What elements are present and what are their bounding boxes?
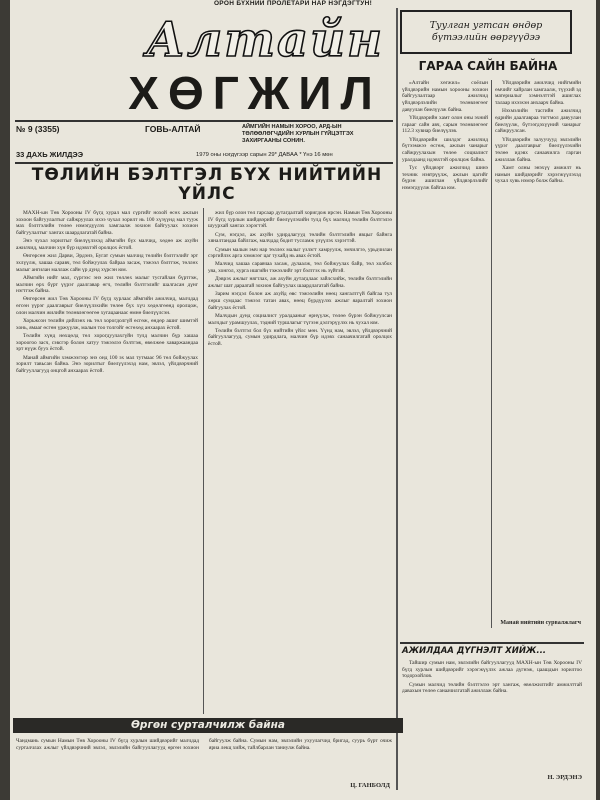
dateline-divider (15, 162, 393, 164)
right-article-1-author: Манай нийтийн сурвалжлагч (500, 620, 581, 626)
issue-date: 1979 оны нэгдүгээр сарын 29* ДАВАА * Үнэ 16 мөн (196, 152, 333, 158)
paragraph: Энэ чухал зорилтыг биелүүлэхэд аймгийн бүх малчид, хөдөө аж ахуйн ажилчид, малчин хүн бүр идэвхтэй оролцох ёстой. (16, 238, 198, 252)
paragraph: Малчдын дунд социалист уралдааныг өрнүүлж, төлөө бүрэн бойжуулсан малчдыг урамшуулах, тэдний туршлагыг түгээн дэлгэрүүлэх нь чухал юм. (208, 312, 392, 326)
main-headline: ТӨЛИЙН БЭЛТГЭЛ БҮХ НИЙТИЙН ҮЙЛС (31, 165, 383, 204)
paragraph: Нэхмэлийн тасгийн ажилчид өдрийн даалгавраа тогтмол давуулан биелүүлж, бүтээгдэхүүний чанарыг сайжруулсан. (495, 108, 581, 135)
main-article-col1 (16, 210, 198, 712)
masthead-divider (15, 120, 393, 122)
paragraph: Сумын малчид төлийн бэлтгэлээ эрт хангаж, өвөлжилтийг амжилттай давахын төлөө санаачилгатай ажиллаж байна. (402, 681, 582, 695)
bottom-article-author: Ц. ГАНБОЛД (350, 782, 390, 789)
paragraph: Аймгийн нийт мал, сүргээс энэ жил төллөх малыг тусгайлан бүртгэж, малчин өрх бүрт үүрэг даалгавар өгч, төлийн бэлтгэлийг шалгасан дүнг нэгтгэж байна. (16, 274, 198, 295)
paragraph: Сумын малын эмч нар төллөх малыг үзлэгт хамруулж, эмчилгээ, урьдчилан сэргийлэх арга хэмжээг цаг тухайд нь авах ёстой. (208, 246, 392, 260)
paragraph: Хорьжсон төлийн дийлэнх нь төл хорогдолгүй өсгөж, өндөр ашиг шимтэй хонь, ямааг өсгөн үржүүлж, малын тоо толгойг өсгөхөд анхаарах ёстой. (16, 318, 198, 331)
bottom-banner: Өргөн сурталчилж байна (13, 718, 403, 733)
paragraph: МАХН-ын Төв Хорооны IV бүгд хурал мал сүргийг нохой өсөх ажлын хохоон байгуулалтыг сайжруулах ихээ чухал зорилт нь 100 хүзүүнд мал тууж мах бэлтгэлийн төлөө нэмэгдүүлэх хамгаалж зохион байгуулах зохион байгуулалтыг хангах шаардлагатай байна. (16, 210, 198, 237)
subscription-box (400, 10, 572, 54)
paragraph: Төлийн бэлтгэл бол бүх нийтийн үйлс мөн. Үүнд нам, эвлэл, үйлдвэрчний байгууллагууд, сумын удирдлага, малчин бүр идэвх санаачилгатай оролцох ёстой. (208, 327, 392, 348)
paragraph: Сум, нэгдэл, аж ахуйн удирдлагууд төлийн бэлтгэлийн явцыг байнга хяналтандаа байлгаж, малчдад бодит тусламж үзүүлэх хэрэгтэй. (208, 231, 392, 245)
paragraph: Тайшир сумын нам, эвлэлийн байгууллагууд МАХН-ын Төв Хорооны IV бүгд хурлын шийдвэрийг хэрэгжүүлэх ажлаа дүгнэж, цаашдын зорилтоо тодорхойлов. (402, 660, 582, 680)
paragraph: Хамт олны энэхүү амжилт нь намын шийдвэрийг хэрэгжүүлэхэд чухал хувь нэмэр болж байна. (495, 164, 581, 185)
right-article-col2 (495, 80, 581, 620)
bottom-article-body: Чандмань сумын Намын Төв Хорооны IV бүгд хурлын шийдвэрийг малчдад сурталчлах ажлыг үйлдвэрчний эвлэл, эвлэлийн байгууллагууд өргөн зохион байгуулж байна. Сумын нам, эвлэлийн ухуулагчид бригад, суурь бүрт очиж яриа лекц хийж, тайлбарлан таниулж байна. (16, 738, 392, 751)
right-divider (400, 642, 584, 644)
column-rule (491, 80, 492, 628)
paragraph: Тус үйлдвэрт ажилчид шинэ техник нэвтрүүлж, ажлын цагийг бүрэн ашиглан үйлдвэрлэлийг нэмэгдүүлж байгаа юм. (402, 164, 488, 192)
main-article-col2 (208, 210, 392, 712)
masthead-slogan: ОРОН БҮХНИЙ ПРОЛЕТАРИ НАР НЭГДЭГТУН! (213, 0, 373, 7)
paragraph: Өнгөрсөн жил Дарви, Эрдэнэ, Бугат сумын малчид төлийн бэлтгэлийг эрт эхлүүлж, хашаа саравч, төл бойжуулах байраа засаж, тэжээл бэлтгэж, төллөх малыг ангилан маллаж сайн үр дүнд хүрсэн юм. (16, 253, 198, 273)
paragraph: Зарим нэгдэл болон аж ахуйд өвс тэжээлийн нөөц хангалтгүй байгаа тул хөрш сумдаас тэжээл татан авах, нөөц бүрдүүлэх ажлыг яаралтай зохион байгуулах ёстой. (208, 291, 392, 311)
paragraph: Төлийн хүнд нөхцөлд төл хорогдуулахгүйн тулд малчин бүр хашаа хороогоо засч, сэвсгэр болон хатуу тэжээлээ бэлтгэж, өвөлжөө хаваржаандаа эрт нүүж буух ёстой. (16, 332, 198, 353)
paragraph: Үйлдвэрийн шилдэг ажилчид бүтээмжээ өсгөж, ажлын чанарыг сайжруулахын төлөө социалист уралдаанд идэвхтэй оролцож байна. (402, 136, 488, 163)
newspaper-page (10, 0, 596, 800)
right-article-2-author: Н. ЭРДЭНЭ (547, 774, 582, 781)
issue-number: № 9 (3355) (16, 124, 60, 134)
paragraph: Дэврэх ажлыг нягтлах, аж ахуйн дутагдлаас зайлсхийж, төлийн бэлтгэлийн ажлыг шат дараатай зохион байгуулах шаардлагатай байна. (208, 276, 392, 290)
paragraph: Малчид хашаа саравчаа засаж, дулаалж, төл бойжуулах байр, төл холбох уяа, хонгол, хурга ишгийн тэжээлийг эрт бэлтгэх нь зүйтэй. (208, 261, 392, 275)
right-article-2-body (402, 660, 582, 758)
subscription-box-text: Туулган угтсан өндөр бүтээлийн өөргүүдээ (429, 20, 543, 43)
column-rule (396, 8, 398, 790)
issue-publisher: АЙМГИЙН НАМЫН ХОРОО, АРД-ЫН ТӨЛӨӨЛӨГЧДИЙН ХУРЛЫН ГҮЙЦЭТГЭХ ЗАХИРГААНЫ СОНИН. (242, 124, 354, 144)
issue-year: 33 ДАХЬ ЖИЛДЭЭ (16, 150, 84, 159)
right-headline-1: ГАРАА САЙН БАЙНА (418, 59, 558, 73)
right-article-col1 (402, 80, 488, 628)
paragraph: Үйлдвэрийн хамт олон оны эхний гарааг сайн авч, сарын төлөвлөгөөг 112.3 хувиар биелүүлэв. (402, 115, 488, 135)
paragraph: «Алтайн хөгжил» соёлын үйлдвэрийн намын хорооны зохион байгуулалтаар ажилчид үйлдвэрлэлийн төлөвлөгөөг давуулан биелүүлж байна. (402, 80, 488, 113)
paragraph: жил бүр олон төл гарсаар дутагдалтай хоригдож ирсэн. Намын Төв Хорооны IV бүгд хурлын шийдвэрийг биелүүлэхийн тулд бүх малчид төлийн бэлтгэлээ шуурхай хангах хэрэгтэй. (208, 210, 392, 230)
column-rule (203, 208, 204, 714)
paragraph: Үйлдвэрийн ажилчид нийгмийн өмчийг хайрлан хамгаалж, түүхий эд материалыг хэмнэлттэй ашиглах талаар ихээхэн анхаарч байна. (495, 80, 581, 107)
paragraph: Үйлдвэрийн залуучууд эвлэлийн үүрэг даалгаврыг биелүүлэхийн төлөө идэвх санаачилга гарган ажиллаж байна. (495, 136, 581, 163)
right-headline-2: АЖИЛДАА ДҮГНЭЛТ ХИЙЖ... (402, 646, 547, 656)
masthead-title-script: Алтайн (145, 12, 384, 68)
masthead-title: ХӨГЖИЛ (128, 67, 382, 119)
issue-province: ГОВЬ-АЛТАЙ (145, 124, 201, 134)
paragraph: Өнгөрсөн жил Төв Хорооны IV бүгд хурлаас аймгийн ажилчид, малчдад өгсөн үүрэг даалгаврыг биелүүлэхийн төлөө бүх хүч хөдөлгөөнд оролцож, олон малчин жилийн төлөвлөгөөгөө хугацаанаас өмнө биелүүлсэн. (16, 296, 198, 316)
paragraph: Манай аймгийн хэмжээгээр энэ онд 100 эх мал тутмаас 96 төл бойжуулах зорилт тавьсан байна. Энэ зорилтыг биелүүлэхэд нам, эвлэл, үйлдвэрчний байгууллагууд онцгой анхаарах ёстой. (16, 354, 198, 374)
